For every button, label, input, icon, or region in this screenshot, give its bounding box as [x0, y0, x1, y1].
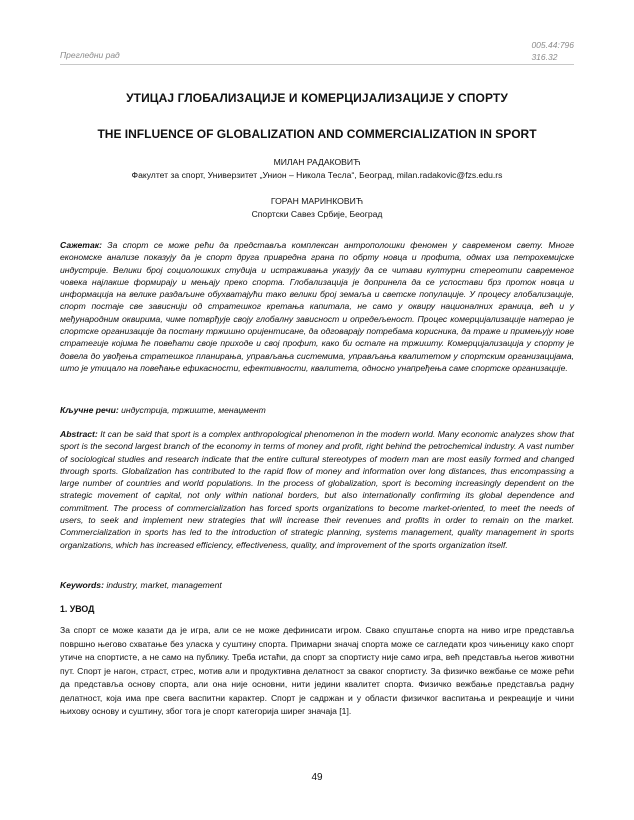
keywords-serbian: [60, 405, 574, 415]
author-1: [60, 156, 574, 182]
author-2: [60, 195, 574, 221]
abstract-serbian-label: Сажетак:: [60, 240, 102, 250]
author-1-affiliation: Факултет за спорт, Универзитет „Унион – Никола Тесла“, Београд, milan.radakovic@fzs.edu.rs: [131, 170, 503, 180]
keywords-english: [60, 580, 574, 590]
abstract-serbian-text: За спорт се може рећи да представља комплексан антрополошки феномен у савременом свету. Многе економске анализе показују да је спорт друга привредна грана по обрту новца и профита, одмах иза петрохемијске индустрије. Велики број социолошких студија и истраживања указују да се читави културни стереотипи савременог човека најлакше формирају и мењају преко спорта. Глобализација је допринела да се успостави брз проток новца и информација на велике раздаљине обухватајући тако велики број земаља и светске популације. У процесу глобализације, спорт постаје све зависнији од стратешког кретања капитала, не само у оквиру националних граница, већ и у међународним оквирима, чиме потврђује своју глобалну зависност и опредељеност. Процес комерцијализације натерао је спортске организације да постану тржишно оријентисане, да одговарају потребама корисника, да траже и примењују нове стратегије којима ће повећати своје приходе и свој профит, како би остале на тржишту. Комерцијализација у спорту је довела до увођења стратешког планирања, управљања системима, управљања квалитетом у спортским организацијама, што је утицало на повећање ефикасности, ефективности, квалитета, односно унапређења саме спортске организације.: [60, 240, 574, 373]
keywords-english-label: Keywords:: [60, 580, 104, 590]
title-serbian: УТИЦАЈ ГЛОБАЛИЗАЦИЈЕ И КОМЕРЦИЈАЛИЗАЦИЈЕ У СПОРТУ: [126, 91, 508, 105]
keywords-serbian-label: Кључне речи:: [60, 405, 119, 415]
keywords-serbian-text: индустрија, тржиште, менаџмент: [118, 405, 266, 415]
abstract-serbian: [60, 239, 574, 374]
page-number: 49: [311, 772, 323, 783]
body-paragraph: За спорт се може казати да је игра, али се не може дефинисати игром. Свако спуштање спорта на ниво игре представља површно његово схватање без уласка у суштину спорта. Примарни значај спорта може се сагледати кроз чињеницу како спорт утиче на спортисте, а не само на публику. Треба истаћи, да спорт за спортисту није само игра, већ представља његов животни пут. Спорт је нагон, страст, стрес, мотив али и продуктивна делатност за сваког спортисту. За физичко вежбање се може рећи да представља основу спорта, али она није основни, нити једини квалитет спорта. Физичко вежбање представља радну делатност, која има пре свега васпитни карактер. Спорт је садржан и у области физичког васпитања и рекреације и чини њихову основу и суштину, због тога је спорт категорија ширег значаја [1].: [60, 625, 574, 716]
udc-code: [531, 39, 574, 63]
abstract-english-label: Abstract:: [60, 429, 98, 439]
author-2-name: ГОРАН МАРИНКОВИЋ: [270, 196, 364, 206]
keywords-english-text: industry, market, management: [103, 580, 222, 590]
abstract-english-text: It can be said that sport is a complex anthropological phenomenon in the modern world. Many economic analyzes show that sport is the second largest branch of the economy in terms of money and profit, right behind the petrochemical industry. A vast number of sociological studies and research indicate that the entire cultural stereotypes of modern man are most easily formed and changed through sports. Globalization has contributed to the rapid flow of money and information over long distances, thus encompassing a large number of countries and world populations. In the process of globalization, sport is becoming increasingly dependent on the strategic movement of capital, not only within national borders, but also internationally confirming its global dependence and commitment. The process of commercialization has forced sports organizations to become market-oriented, to meet the needs of users, to seek and implement new strategies that will increase their revenues and profits in order to remain on the market. Commercialization in sports has led to the introduction of strategic planning, systems management, quality management in sports organizations, which has increased efficiency, effectiveness, quality, and improvement of the sports organization itself.: [60, 429, 574, 550]
author-2-affiliation: Спортски Савез Србије, Београд: [251, 209, 383, 219]
header-rule: [60, 64, 574, 65]
title-english: THE INFLUENCE OF GLOBALIZATION AND COMMERCIALIZATION IN SPORT: [97, 127, 537, 141]
udc-line-2: 316.32: [531, 52, 558, 62]
udc-line-1: 005.44:796: [531, 40, 574, 50]
author-1-name: МИЛАН РАДАКОВИЋ: [273, 157, 361, 167]
section-heading: 1. УВОД: [60, 604, 95, 614]
abstract-english: [60, 428, 574, 551]
paper-category: Прегледни рад: [60, 50, 120, 60]
